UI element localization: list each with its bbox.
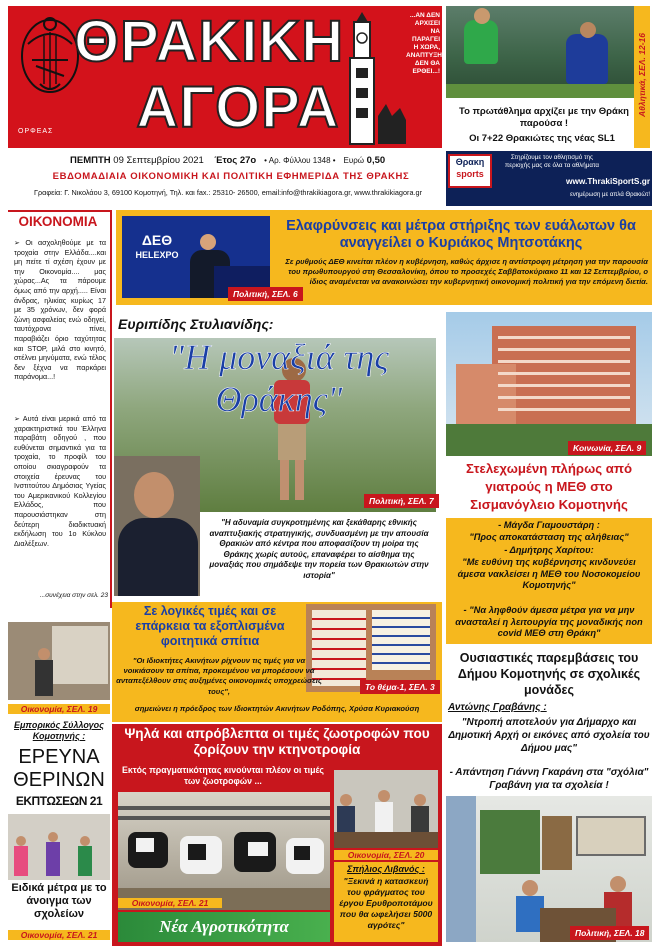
- paper-subtitle: ΕΒΔΟΜΑΔΙΑΙΑ ΟΙΚΟΝΟΜΙΚΗ ΚΑΙ ΠΟΛΙΤΙΚΗ ΕΦΗΜΕΡΙΔΑ ΤΗΣ ΘΡΑΚΗΣ: [52, 171, 410, 182]
- issue-line: [70, 155, 442, 166]
- logo-caption: ΟΡΦΕΑΣ: [18, 128, 54, 135]
- euripidis-tag: Πολιτική, ΣΕΛ. 7: [364, 494, 439, 508]
- economy-column: [8, 210, 112, 608]
- agro-banner: Νέα Αγροτικότητα: [118, 912, 330, 942]
- pm-text: Σε ρυθμούς ΔΕΘ κινείται πλέον η κυβέρνηση, καθώς άρχισε η αντίστροφη μέτρηση για την παρουσία του πρωθυπουργού στη Θεσσαλονίκη, όπου το προσεχές Σαββατοκύριακο 11 και 12 Σεπτεμβρίου, ο ίδιος αναμένεται να ανακοινώσει την κυβερνητική οικονομική πολιτική για την επόμενη διετία.: [285, 257, 648, 286]
- pm-photo: [122, 216, 270, 298]
- school-measures-tag: Οικονομία, ΣΕΛ. 21: [8, 930, 110, 940]
- economy-continued: ...συνέχεια στην σελ. 23: [39, 592, 108, 599]
- sport-photo: [446, 6, 650, 98]
- economy-text-2: ➢ Αυτά είναι μερικά από τα χαρακτηριστικά του Έλληνα παραβάτη οδηγού , που ευθύνεται σημαντικά για τα τροχαία, το προφίλ του οποίου σκιαγραφούν τα στοιχεία έρευνας του Ινστιτούτου Δημόσιας Υγείας του Αμερικανικού Κολλεγίου Ελλάδος, που παρουσιάστηκαν στη δεύτερη διαδικτυακή εκδήλωση του 1ο Κύκλου Διαλέξεων.: [14, 414, 106, 548]
- commerce-assoc: Εμπορικός Σύλλογος Κομοτηνής :: [14, 720, 104, 741]
- livestock-tag: Οικονομία, ΣΕΛ. 21: [118, 898, 222, 908]
- price: 0,50: [366, 155, 386, 166]
- schools-byline: Αντώνης Γραβάνης :: [448, 702, 547, 713]
- sport-headline-1: Το πρωτάθλημα αρχίζει με την Θράκη παρούσα !: [459, 106, 629, 129]
- clock-tower-icon: [334, 8, 412, 146]
- issue-day: ΠΕΜΠΤΗ: [70, 155, 111, 166]
- sport-headline-2: Οι 7+22 Θρακιώτες της νέας SL1: [469, 133, 615, 144]
- masthead-quote: ...ΑΝ ΔΕΝ ΑΡΧΙΣΕΙ ΝΑ ΠΑΡΑΓΕΙ Η ΧΩΡΑ, ΑΝΑΠΤΥΞΗ ΔΕΝ ΘΑ ΕΡΘΕΙ...!: [406, 12, 442, 75]
- student-photo: [306, 604, 436, 692]
- hospital-quote-3: - Δημήτρης Χαρίτου:: [504, 545, 594, 555]
- student-tag: Το θέμα-1, ΣΕΛ. 3: [360, 680, 440, 694]
- sport-promo: Στηρίζουμε τον αθλητισμό της περιοχής μας σε όλα τα αθλήματα: [504, 154, 600, 169]
- sport-promo-2: ενημέρωση με απλά Θρακιώτ!: [570, 192, 650, 198]
- hospital-photo: [446, 312, 652, 456]
- livestock-sub: Εκτός πραγματικότητας κινούνται πλέον οι τιμές των ζωοτροφών ...: [121, 765, 325, 786]
- survey-3: ΕΚΠΤΩΣΕΩΝ 21: [15, 794, 103, 808]
- sport-site[interactable]: www.ThrakiSportS.gr: [566, 176, 651, 186]
- student-text: "Οι Ιδιοκτήτες Ακινήτων ρίχνουν τις τιμές για να νοικιάσουν τα σπίτια, προκειμένου να μπορέσουν να ανταπεξέλθουν στις αυξημένες οικονομικές υποχρεώσεις τους",: [116, 656, 322, 696]
- survey-2: ΘΕΡΙΝΩΝ: [13, 769, 105, 791]
- schools-tag: Πολιτική, ΣΕΛ. 18: [570, 926, 649, 940]
- schools-photo: [446, 796, 652, 942]
- masthead: [8, 6, 442, 148]
- libanos-photo: [334, 770, 438, 848]
- hospital-quote-4: "Με ευθύνη της κυβέρνησης κινδυνεύει άμεσα νακλείσει η ΜΕΘ του Νοσοκομείου Κομοτηνής": [457, 557, 641, 590]
- issue-bar: [8, 152, 442, 204]
- libanos-tag: Οικονομία, ΣΕΛ. 20: [334, 850, 438, 860]
- economy-text-1: ➢ Οι ασχοληθούμε με τα τροχαία στην Ελλάδα....και μη πείτε τί σχέση έχουν με την Οικονομία.... μας χώρας...Ας τα πάρουμε όμως από την αρχή..... Είναι άνδρας, ηλικίας κυρίως 17 με 35 χρόνων, δεν φορά ζώνη ασφαλείας ενώ οδηγεί, ταυτόχρονα πίνει, παραβιάζει όριο ταχύτητας και STOP, μιλά στο κινητό, στέλνει μηνύματα, ενώ τέλος δεν ξέχνα να παρκάρει παράνομα...!: [14, 238, 106, 382]
- schools-headline: Ουσιαστικές παρεμβάσεις του Δήμου Κομοτηνής σε σχολικές μονάδες: [457, 651, 641, 697]
- libanos-quote: "Ξεκινά η κατασκευή του φράγματος του έργου Ερυθροποτάμου που θα ωφελήσει 5000 αγρότες": [339, 876, 433, 930]
- shop-photo: [8, 622, 110, 700]
- student-text-2: σημειώνει η πρόεδρος των Ιδιοκτητών Ακινήτων Ροδόπης, Χρύσα Κυριακούση: [134, 704, 420, 713]
- schools-quote-2: - Απάντηση Γιάννη Γκαράνη στα "σχόλια" Γραβάνη για τα σχολεία !: [449, 767, 649, 791]
- helexpo-sign: HELEXPO: [135, 250, 179, 260]
- issue-date: 09 Σεπτεμβρίου 2021: [113, 155, 204, 166]
- price-label: Ευρώ: [343, 156, 365, 165]
- hospital-tag: Κοινωνία, ΣΕΛ. 9: [568, 441, 646, 455]
- sport-tag-text: Αθλητικά, ΣΕΛ. 12-16: [637, 33, 647, 117]
- cows-photo: [118, 792, 330, 910]
- euripidis-quote: "Η μοναξιά της Θράκης": [169, 337, 389, 419]
- shop-tag: Οικονομία, ΣΕΛ. 19: [8, 704, 110, 714]
- livestock-headline: Ψηλά και απρόβλεπτα οι τιμές ζωοτροφών που ζορίζουν την κτηνοτροφία: [124, 726, 430, 757]
- brand-sports: sports: [456, 169, 484, 179]
- hospital-quote-2: "Προς αποκατάσταση της αλήθειας": [469, 532, 629, 542]
- issue-sheet: • Αρ. Φύλλου 1348 •: [264, 156, 336, 165]
- economy-header: ΟΙΚΟΝΟΜΙΑ: [18, 214, 98, 229]
- schools-quote-1: "Ντροπή αποτελούν για Δήμαρχο και Δημοτική Αρχή οι εικόνες από σχολεία του Δήμου μας": [448, 717, 650, 754]
- hospital-quote-1: - Μάγδα Γιαμουστάρη :: [498, 520, 600, 530]
- thrakisports-banner[interactable]: [446, 151, 652, 206]
- hospital-headline: Στελεχωμένη πλήρως από γιατρούς η ΜΕΘ στο Σισμανόγλειο Κομοτηνής: [465, 461, 633, 512]
- euripidis-byline: Ευριπίδης Στυλιανίδης:: [118, 316, 274, 332]
- issue-year: Έτος 27ο: [214, 155, 257, 166]
- school-photo: [8, 814, 110, 880]
- euripidis-portrait: [114, 456, 200, 596]
- masthead-title-1: ΘΡΑΚΙΚΗ: [74, 9, 345, 74]
- contact-line: Γραφεία: Γ. Νικολάου 3, 69100 Κομοτηνή, Τηλ. και fax.: 25310- 26500, email:info@thrakikiagora.gr, www.thrakikiagora.gr: [33, 188, 423, 197]
- school-measures: Ειδικά μέτρα με το άνοιγμα των σχολείων: [11, 882, 107, 920]
- masthead-title-2: ΑΓΟΡΑ: [136, 75, 340, 140]
- pm-headline: Ελαφρύνσεις και μέτρα στήριξης των ευάλωτων θα αναγγείλει ο Κυριάκος Μητσοτάκης: [286, 218, 636, 251]
- survey-1: ΕΡΕΥΝΑ: [18, 746, 100, 768]
- brand-thraki: Θρακη: [455, 157, 485, 167]
- libanos-name: Σπήλιος Λιβανός :: [347, 864, 425, 874]
- euripidis-text: "Η αδυναμία συγκροτημένης και ξεκάθαρης εθνικής αναπτυξιακής στρατηγικής, συνδυασμένη με την απουσία Θρακιών από κέντρα που αποφασίζουν τη μοίρα της Θράκης χωρίς αυτούς, επαναφέρει το αίσθημα της μοναξιάς που σημάδεψε την πορεία των Θρακιωτών στην ιστορία": [209, 518, 429, 580]
- hospital-quote-5: - "Να ληφθούν άμεσα μέτρα για να μην ανασταλεί η λειτουργία της μοναδικής non covid ΜΕΘ στη Θράκη": [455, 605, 643, 638]
- pm-tag: Πολιτική, ΣΕΛ. 6: [228, 287, 303, 301]
- deth-sign: ΔΕΘ: [141, 232, 173, 248]
- student-headline: Σε λογικές τιμές και σε επάρκεια τα εξοπλισμένα φοιτητικά σπίτια: [135, 604, 285, 648]
